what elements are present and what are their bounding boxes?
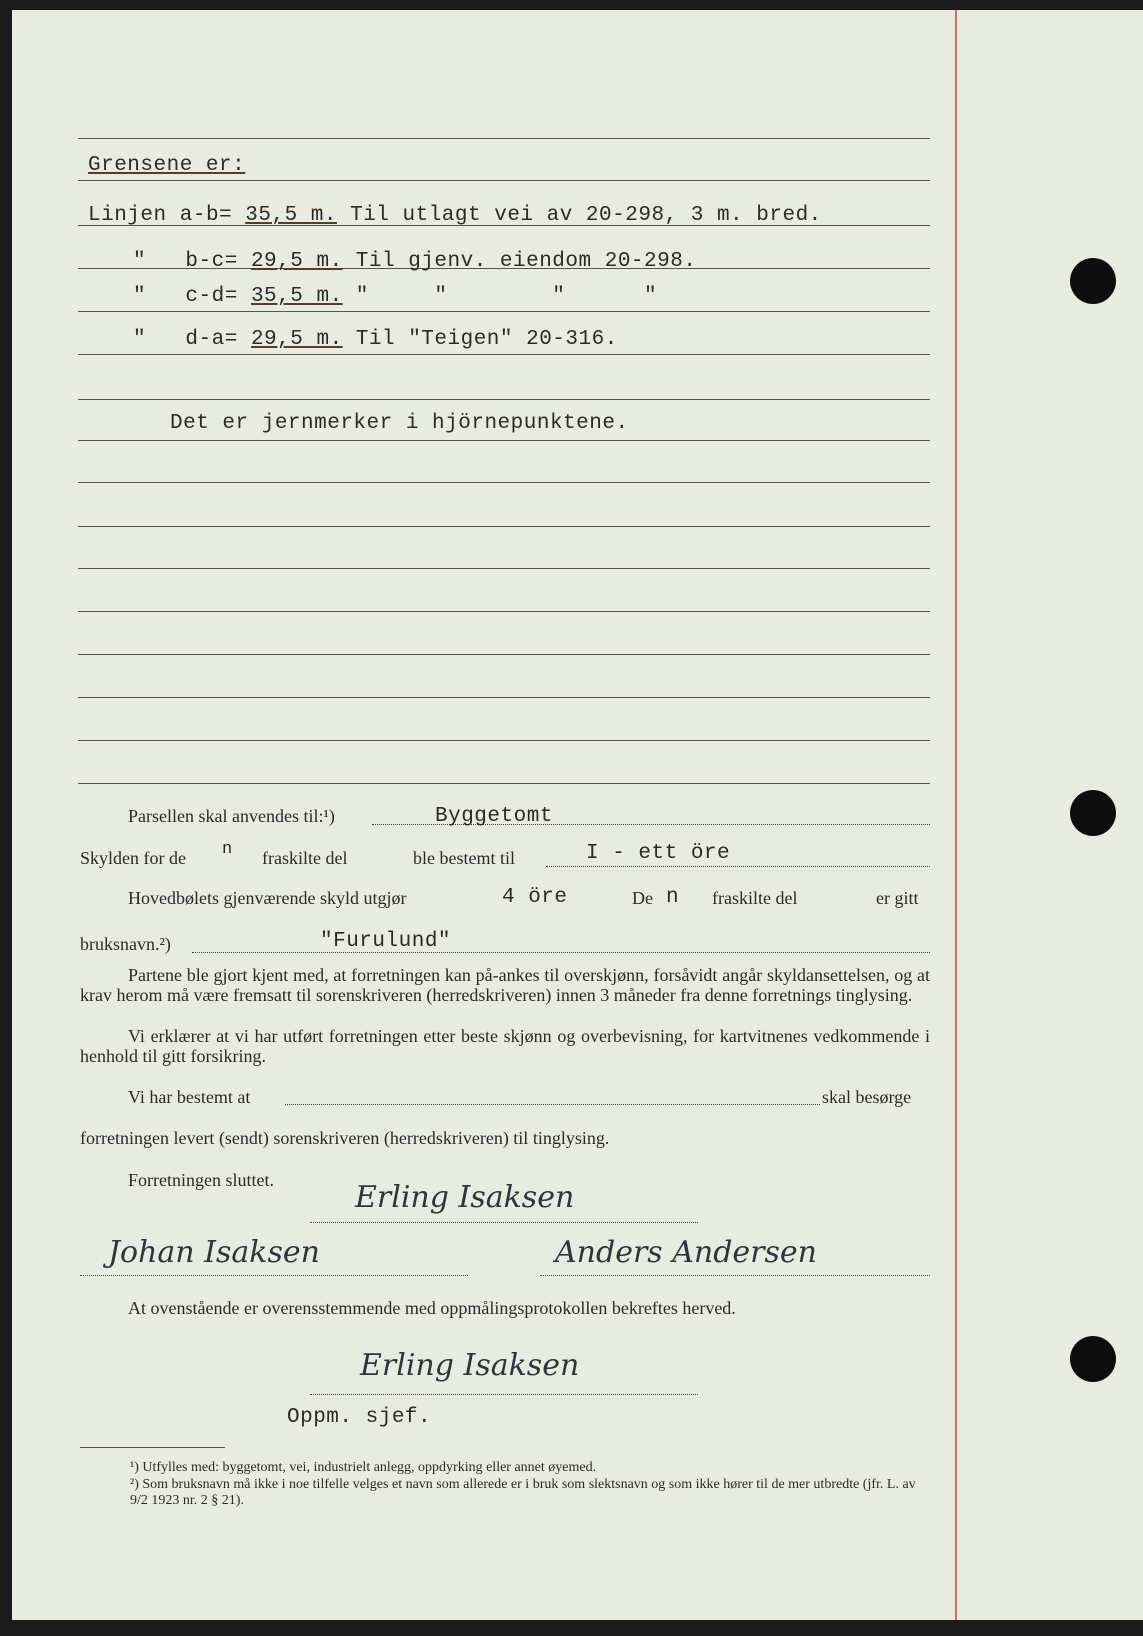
ruled-line [78,399,930,400]
ruled-line [78,568,930,569]
de-suffix: n [666,886,680,909]
footnote: ²) Som bruksnavn må ikke i noe tilfelle velges et navn som allerede er i bruk som slektsnavn og som ikke hører til de mer utbredte (jfr. L. av 9/2 1923 nr. 2 § 21). [130,1477,916,1508]
signature: Johan Isaksen [108,1235,320,1270]
footnote-divider [80,1447,225,1448]
gitt-label: er gitt [876,888,919,908]
dotted-line [192,952,930,953]
signature-line [310,1222,698,1223]
remaining-label: Hovedbølets gjenværende skyld utgjør [128,888,407,908]
tax-label: ble bestemt til [413,848,515,868]
usage-label: Parsellen skal anvendes til:¹) [128,806,335,826]
name-value: "Furulund" [320,930,452,953]
declaration-paragraph: Vi erklærer at vi har utført forretningen etter beste skjønn og overbevisning, for kartvitnenes vedkommende i henhold til gitt forsikring. [80,1026,930,1066]
footnote: ¹) Utfylles med: byggetomt, vei, industrielt anlegg, oppdyrking eller annet øyemed. [130,1460,597,1475]
punch-hole [1070,1336,1116,1382]
ruled-line [78,783,930,784]
ruled-line [78,440,930,441]
ruled-line [78,354,930,355]
boundary-line: " d-a= 29,5 m. Til "Teigen" 20-316. [133,328,618,351]
besorge-label: skal besørge [822,1087,912,1107]
ruled-line [78,526,930,527]
signature: Anders Andersen [555,1235,817,1270]
appeal-paragraph: Partene ble gjort kjent med, at forretningen kan på-ankes til overskjønn, forsåvidt angår skyldansettelsen, og at krav herom må være fremsatt til sorenskriveren (herredskriveren) innen 3 måneder fra denne forretnings tinglysing. [80,965,930,1005]
boundary-line: " b-c= 29,5 m. Til gjenv. eiendom 20-298. [133,250,697,273]
ruled-line [78,697,930,698]
bestemt-label: Vi har bestemt at [128,1087,251,1107]
ruled-line [78,180,930,181]
signature-line [540,1275,930,1276]
ruled-line [78,482,930,483]
signature: Erling Isaksen [360,1348,580,1383]
usage-value: Byggetomt [435,805,553,828]
ruled-line [78,654,930,655]
signature-line [310,1394,698,1395]
boundary-line: " c-d= 35,5 m. " " " " [133,285,658,308]
tax-value: I - ett öre [586,842,731,865]
boundaries-heading: Grensene er: [88,154,246,177]
dotted-line [285,1104,820,1105]
punch-hole [1070,790,1116,836]
levert-text: forretningen levert (sendt) sorenskriveren (herredskriveren) til tinglysing. [80,1128,610,1148]
title-text: Oppm. sjef. [287,1406,432,1429]
margin-line [955,10,957,1620]
tax-label: Skylden for de [80,848,186,868]
signature-line [80,1275,468,1276]
ruled-line [78,740,930,741]
ruled-line [78,611,930,612]
ruled-line [78,138,930,139]
punch-hole [1070,258,1116,304]
signature: Erling Isaksen [355,1180,575,1215]
dotted-line [546,866,930,867]
tax-suffix: n [222,840,233,859]
boundary-line: Linjen a-b= 35,5 m. Til utlagt vei av 20-298, 3 m. bred. [88,204,822,227]
confirmation-text: At ovenstående er overensstemmende med oppmålingsprotokollen bekreftes herved. [128,1298,736,1318]
fraskilte-label: fraskilte del [712,888,798,908]
boundary-note: Det er jernmerker i hjörnepunktene. [170,412,629,435]
remaining-value: 4 öre [502,886,568,909]
name-label: bruksnavn.²) [80,934,171,954]
ruled-line [78,311,930,312]
sluttet-text: Forretningen sluttet. [128,1170,274,1190]
tax-label: fraskilte del [262,848,348,868]
de-label: De [632,888,653,908]
